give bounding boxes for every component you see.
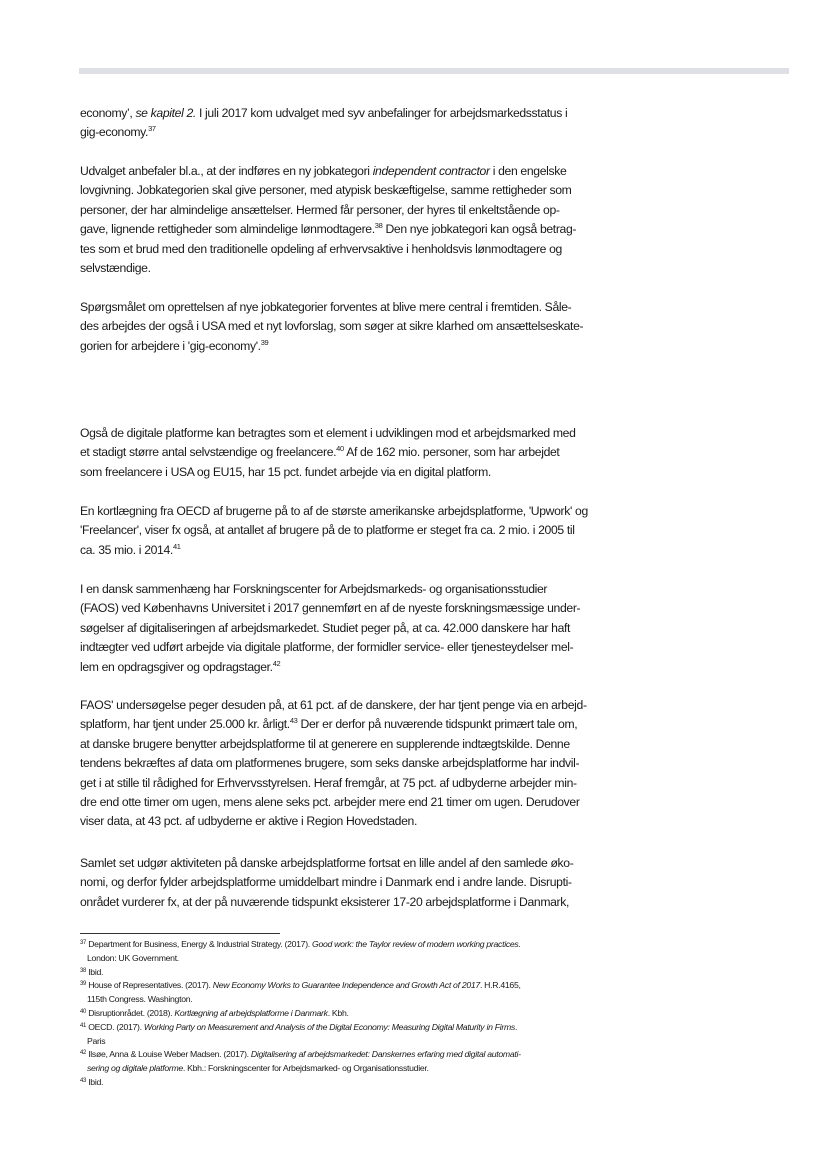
footnote [80,1007,620,1021]
text-run: indtægter ved udført arbejde via digitale platforme, der formidler service- eller tjenesteydelser mel- [80,640,574,655]
text-run: Kortlægning af arbejdsplatforme i Danmark [174,1007,328,1018]
text-run: London: UK Government. [87,952,179,963]
text-run: Spørgsmålet om oprettelsen af nye jobkategorier forventes at blive mere central i fremtiden. Såle- [80,300,572,314]
text-run: FAOS' undersøgelse peger desuden på, at 61 pct. af de danskere, der har tjent penge via en arbejd- [80,698,587,712]
text-run: tendens bekræftes af data om platformenes brugere, som seks danske arbejdsplatforme har indvil- [80,756,580,771]
footnote-ref: 42 [272,658,281,668]
text-run: Working Party on Measurement and Analysis of the Digital Economy: Measuring Digital Maturity in Firms [143,1021,515,1032]
text-run: gorien for arbejdere i 'gig-economy'. [80,338,261,353]
text-run: personer, der har almindelige ansættelser. Hermed får personer, der hyres til enkeltstående op- [80,202,560,217]
text-run: ca. 35 mio. i 2014. [80,542,173,557]
text-run: Ibid. [86,966,104,977]
footnote-ref: 37 [80,940,87,946]
text-run: . Kbh. [327,1007,349,1018]
footnote-ref: 43 [80,1077,87,1084]
footnote-separator [80,933,280,934]
text-run: . H.R.4165, [479,980,521,991]
footnote-ref: 37 [148,124,156,134]
text-run: Også de digitale platforme kan betragtes som et element i udviklingen mod et arbejdsmarked med [80,426,576,440]
text-run: Udvalget anbefaler bl.a., at der indføres en ny jobkategori [80,164,373,178]
text-run: selvstændige. [80,261,151,276]
footnote-ref: 38 [80,967,87,974]
text-run: Den nye jobkategori kan også betrag- [382,222,577,237]
footnotes [80,938,620,1090]
text-run: Digitalisering af arbejdsmarkedet: Danskernes erfaring med digital automati- [250,1049,521,1060]
text-run: economy’, [80,106,136,120]
text-run: I en dansk sammenhæng har Forskningscenter for Arbejdsmarkeds- og organisationsstudier [80,582,548,596]
text-run: get i at stille til rådighed for Erhvervsstyrelsen. Heraf fremgår, at 75 pct. af udbyderne arbejder min- [80,775,577,790]
footnote [80,966,620,980]
text-run: Disruptionrådet. (2018). [86,1007,175,1018]
text-run: . Kbh.: Forskningscenter for Arbejdsmarked- og Organisationsstudier. [182,1063,429,1074]
text-run: nomi, og derfor fylder arbejdsplatforme umiddelbart mindre i Danmark end i andre lande. Disrupti- [80,875,572,890]
text-run: Der er derfor på nuværende tidspunkt primært tale om, [297,717,578,732]
footnote-ref: 39 [80,981,87,988]
footnote-ref: 41 [172,541,181,551]
text-run: tes som et brud med den traditionelle opdeling af erhvervsaktive i henholdsvis lønmodtagere og [80,241,562,256]
text-run: Department for Business, Energy & Industrial Strategy. (2017). [86,939,313,949]
paragraph-5 [80,502,620,560]
text-run: Ilsøe, Anna & Louise Weber Madsen. (2017). [86,1049,251,1060]
footnote-ref: 39 [260,337,269,347]
header-rule [79,68,789,74]
paragraph-3 [80,298,620,356]
footnote [80,1021,620,1049]
text-run: et stadigt større antal selvstændige og freelancere. [80,445,337,460]
text-run: 'Freelancer', viser fx også, at antallet af brugere på de to platforme er steget fra ca. 2 mio. i 2005 til [80,523,575,538]
paragraph-7 [80,696,620,832]
footnote [80,938,620,966]
text-run: som freelancere i USA og EU15, har 15 pct. fundet arbejde via en digital platform. [80,464,491,479]
text-run: i den engelske [489,164,567,178]
footnote-ref: 40 [336,444,344,454]
text-run: gig-economy. [80,125,149,140]
text-run: (FAOS) ved Københavns Universitet i 2017 gennemført en af de nyeste forskningsmæssige under- [80,601,581,616]
paragraph-2 [80,162,620,278]
text-run: Af de 162 mio. personer, som har arbejdet [343,445,560,460]
text-run: I juli 2017 kom udvalget med syv anbefalinger for arbejdsmarkedsstatus i [195,106,568,120]
paragraph-1 [80,104,620,143]
text-run: søgelser af digitaliseringen af arbejdsmarkedet. Studiet peger på, at ca. 42.000 danskere har haft [80,620,571,635]
text-run: splatform, har tjent under 25.000 kr. årligt. [80,717,290,732]
text-run: onrådet vurderer fx, at der på nuværende tidspunkt eksisterer 17-20 arbejdsplatforme i Danmark, [80,894,570,909]
text-run: at danske brugere benytter arbejdsplatforme til at generere en supplerende indtægtskilde. Denne [80,736,570,751]
paragraph-8 [80,854,620,912]
footnote-ref: 41 [80,1022,87,1029]
text-run: OECD. (2017). [86,1021,144,1032]
text-run: se kapitel 2. [135,106,196,120]
text-run: House of Representatives. (2017). [86,980,213,991]
paragraph-4 [80,424,620,482]
text-run: dre end otte timer om ugen, mens alene seks pct. arbejder mere end 21 timer om ugen. Derudover [80,795,580,810]
text-run: lovgivning. Jobkategorien skal give personer, med atypisk beskæftigelse, samme rettigheder som [80,183,572,198]
text-run: Samlet set udgør aktiviteten på danske arbejdsplatforme fortsat en lille andel af den samlede øko- [80,856,574,870]
text-run: 115th Congress. Washington. [87,994,193,1005]
footnote [80,1048,620,1076]
text-run: Paris [87,1035,106,1046]
text-run: Good work: the Taylor review of modern working practices. [312,939,521,949]
text-run: En kortlægning fra OECD af brugerne på to af de største amerikanske arbejdsplatforme, 'Upwork' og [80,504,588,518]
footnote [80,979,620,1007]
text-run: lem en opdragsgiver og opdragstager. [80,659,273,674]
text-run: gave, lignende rettigheder som almindelige lønmodtagere. [80,222,375,237]
footnote-ref: 43 [289,716,298,726]
text-run: des arbejdes der også i USA med et nyt lovforslag, som søger at sikre klarhed om ansættelseskate- [80,319,584,334]
footnote [80,1076,620,1090]
footnote-ref: 40 [80,1008,87,1015]
text-run: Ibid. [86,1076,104,1087]
text-run: sering og digitale platforme [87,1063,183,1074]
text-run: New Economy Works to Guarantee Independence and Growth Act of 2017 [212,980,480,991]
footnote-ref: 38 [374,221,383,231]
text-run: viser data, at 43 pct. af udbyderne er aktive i Region Hovedstaden. [80,814,417,829]
paragraph-6 [80,580,620,677]
footnote-ref: 42 [80,1050,87,1057]
text-run: independent contractor [372,164,490,178]
text-run: . [514,1021,518,1032]
